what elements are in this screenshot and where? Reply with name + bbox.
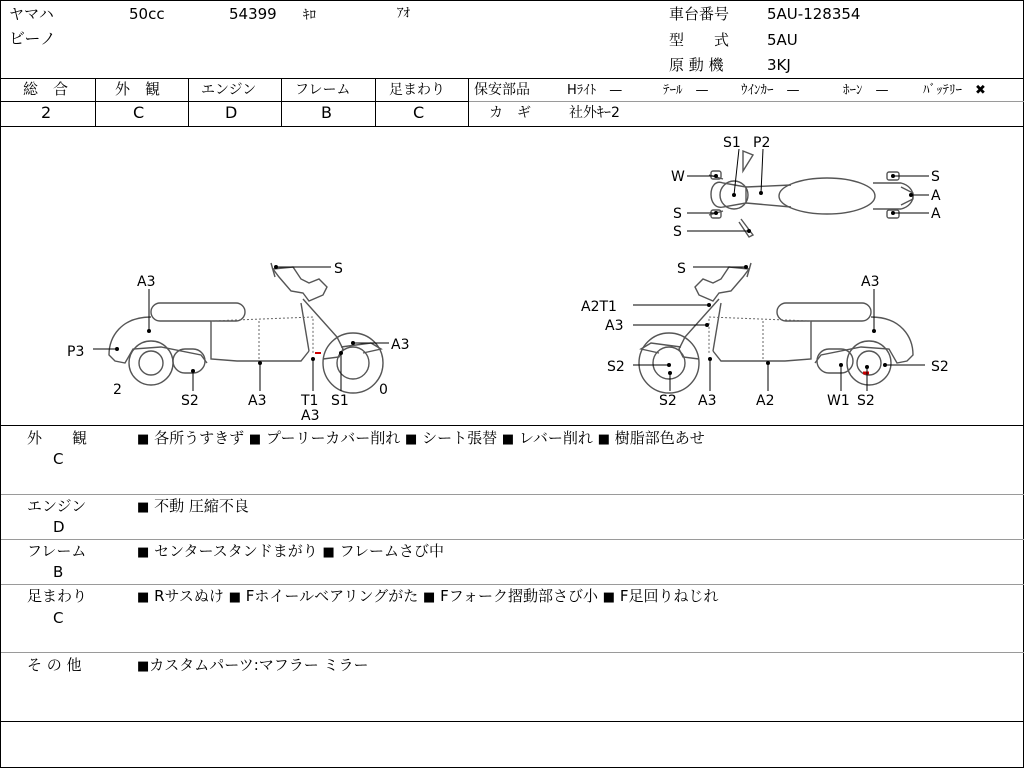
left-a3-bottom-label: A3 xyxy=(248,393,267,409)
left-num0-label: 0 xyxy=(379,382,388,398)
bullet-icon: ■ xyxy=(405,432,418,447)
right-s-top-label: S xyxy=(677,261,686,277)
remarks-divider xyxy=(1,494,1024,495)
bullet-icon: ■ xyxy=(137,659,150,674)
remark-item: Fフォーク摺動部さび小 xyxy=(440,587,598,605)
left-a3-front-label: A3 xyxy=(391,337,410,353)
bullet-icon: ■ xyxy=(501,432,515,447)
remark-frame-line xyxy=(137,544,444,559)
remark-item: レバー削れ xyxy=(518,429,593,447)
type-value: 5AU xyxy=(767,31,798,49)
bullet-icon: ■ xyxy=(597,432,610,447)
bullet-icon: ■ xyxy=(137,590,150,605)
top-s-left-label: S xyxy=(673,206,682,222)
remark-frame-title: フレーム xyxy=(27,542,87,560)
right-w1-label: W1 xyxy=(827,393,850,409)
top-s-left2-label: S xyxy=(673,224,682,240)
remark-item: プーリーカバー削れ xyxy=(265,429,401,447)
remark-engine-line xyxy=(137,499,249,514)
remark-item: 各所うすきず xyxy=(154,429,245,447)
remark-frame-grade: B xyxy=(53,563,64,581)
chassis-value: 5AU-128354 xyxy=(767,5,861,23)
top-w-label: W xyxy=(671,169,685,185)
right-a2t1-label: A2T1 xyxy=(581,299,617,315)
mileage-unit: ｷﾛ xyxy=(303,8,316,23)
top-p2-label: P2 xyxy=(753,135,771,151)
safety-title: 保安部品 xyxy=(474,82,530,98)
right-view-leaders xyxy=(633,265,925,391)
remark-item: Rサスぬけ xyxy=(154,587,224,605)
grade-row-mid xyxy=(1,101,469,102)
bullet-icon: ■ xyxy=(322,545,335,560)
right-s2-bottom-label: S2 xyxy=(659,393,677,409)
bullet-icon: ■ xyxy=(602,590,616,605)
remark-other-line xyxy=(137,658,369,673)
bullet-icon: ■ xyxy=(137,432,150,447)
grade-engine-label: エンジン xyxy=(201,82,257,98)
left-num2-label: 2 xyxy=(113,382,122,398)
remark-item: フレームさび中 xyxy=(339,542,444,560)
grade-divider xyxy=(95,78,96,126)
left-p3-label: P3 xyxy=(67,344,85,360)
grade-engine-value: D xyxy=(225,103,238,122)
mileage: 54399 xyxy=(229,5,277,23)
remark-other-title: そ の 他 xyxy=(27,656,82,674)
left-s-top-label: S xyxy=(334,261,343,277)
grade-divider xyxy=(375,78,376,126)
engine-model-label: 原 動 機 xyxy=(669,56,724,74)
diagram-bottom xyxy=(1,425,1024,426)
grade-divider xyxy=(188,78,189,126)
grade-overall-label: 総 合 xyxy=(23,80,69,98)
maker: ヤマハ xyxy=(9,5,54,23)
left-a3-seat-label: A3 xyxy=(137,274,156,290)
scooter-diagram xyxy=(1,127,1024,425)
grade-frame-label: フレーム xyxy=(295,82,351,98)
remark-engine-grade: D xyxy=(53,518,65,536)
remark-exterior-line xyxy=(137,431,705,446)
remark-engine-title: エンジン xyxy=(27,497,87,515)
grade-suspension-label: 足まわり xyxy=(389,82,445,98)
safety-horn: ﾎｰﾝ — xyxy=(843,83,889,98)
right-a3-seat-label: A3 xyxy=(861,274,880,290)
bullet-icon: ■ xyxy=(248,432,262,447)
top-view-drawing xyxy=(709,151,913,237)
engine-model-value: 3KJ xyxy=(767,56,791,74)
left-t1-label: T1 xyxy=(301,393,319,409)
remarks-bottom xyxy=(1,721,1024,722)
right-a2-bottom-label: A2 xyxy=(756,393,775,409)
type-label: 型 式 xyxy=(669,31,730,49)
bullet-icon: ■ xyxy=(228,590,241,605)
model-name: ビーノ xyxy=(9,29,57,48)
remark-item: センタースタンドまがり xyxy=(154,542,318,560)
remark-suspension-grade: C xyxy=(53,609,64,627)
safety-winker: ｳｲﾝｶｰ — xyxy=(741,83,800,98)
safety-headlight: Hﾗｲﾄ — xyxy=(567,83,623,98)
remark-item: F足回りねじれ xyxy=(619,587,719,605)
left-s1-label: S1 xyxy=(331,393,349,409)
right-s2-rear-label: S2 xyxy=(857,393,875,409)
key-label: カ ギ xyxy=(489,105,531,121)
remark-exterior-title: 外 観 xyxy=(27,429,88,447)
left-a3-t1-label: A3 xyxy=(301,408,320,424)
top-s-right-label: S xyxy=(931,169,940,185)
bullet-icon: ■ xyxy=(137,500,150,515)
top-view-leaders xyxy=(687,149,929,233)
remark-exterior-grade: C xyxy=(53,450,64,468)
right-a3-mid-label: A3 xyxy=(605,318,624,334)
top-a-right1-label: A xyxy=(931,188,941,204)
key-value: 社外ｷｰ2 xyxy=(569,105,620,121)
header-divider xyxy=(1,78,1024,79)
grade-divider xyxy=(281,78,282,126)
safety-tail: ﾃｰﾙ — xyxy=(663,83,709,98)
color: ｱｵ xyxy=(397,6,410,21)
displacement: 50cc xyxy=(129,5,165,23)
grade-exterior-label: 外 観 xyxy=(115,80,161,98)
grade-exterior-value: C xyxy=(133,103,145,122)
bullet-icon: ■ xyxy=(137,545,150,560)
right-a3-bottom-label: A3 xyxy=(698,393,717,409)
grade-frame-value: B xyxy=(321,103,332,122)
remark-item: カスタムパーツ:マフラー ミラー xyxy=(149,656,369,674)
grade-divider xyxy=(468,78,469,126)
remark-item: 樹脂部色あせ xyxy=(614,429,705,447)
remark-suspension-line xyxy=(137,589,718,604)
remark-item: シート張替 xyxy=(422,429,498,447)
remark-item: Fホイールベアリングがた xyxy=(245,587,419,605)
bullet-icon: ■ xyxy=(422,590,436,605)
right-s2-right-label: S2 xyxy=(931,359,949,375)
remarks-divider xyxy=(1,539,1024,540)
grade-suspension-value: C xyxy=(413,103,425,122)
remarks-divider xyxy=(1,652,1024,653)
remark-suspension-title: 足まわり xyxy=(27,587,88,605)
safety-battery: ﾊﾞｯﾃﾘｰ ✖ xyxy=(923,83,986,98)
remarks-divider xyxy=(1,584,1024,585)
right-s2-left-label: S2 xyxy=(607,359,625,375)
grade-overall-value: 2 xyxy=(41,103,52,122)
safety-row-mid xyxy=(469,101,1024,102)
left-s2-label: S2 xyxy=(181,393,199,409)
chassis-label: 車台番号 xyxy=(669,5,730,23)
remark-item: 不動 圧縮不良 xyxy=(154,497,249,515)
top-s1-label: S1 xyxy=(723,135,741,151)
top-a-right2-label: A xyxy=(931,206,941,222)
